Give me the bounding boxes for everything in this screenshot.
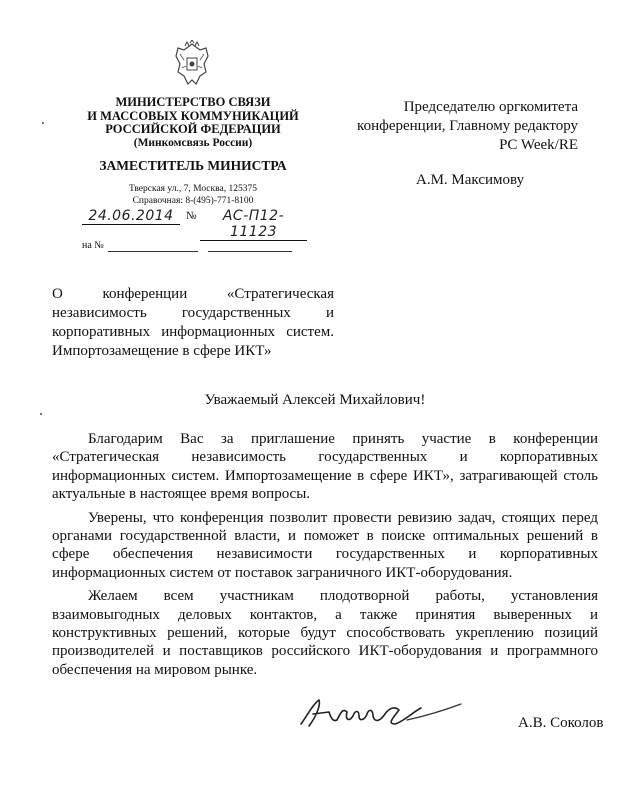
ministry-phone: Справочная: 8-(495)-771-8100 [132,196,254,206]
recipient-line: PC Week/RE [499,137,578,153]
address-block [68,183,318,207]
ministry-line: МИНИСТЕРСТВО СВЯЗИ [115,95,271,109]
reply-blank-line [208,251,292,252]
handwritten-signature-icon [295,690,465,738]
recipient-name: А.М. Максимову [416,172,525,188]
ministry-line: РОССИЙСКОЙ ФЕДЕРАЦИИ [105,122,281,136]
scan-mark [40,413,42,415]
reply-label: на № [82,240,104,251]
registration-line [82,208,307,240]
reply-blank-line [108,251,198,252]
ministry-line: И МАССОВЫХ КОММУНИКАЦИЙ [87,108,299,123]
recipient-line: конференции, Главному редактору [357,118,578,134]
reply-reference-line [82,240,292,254]
body-paragraph: Желаем всем участникам плодотворной работы, установления взаимовыгодных деловых контактов, а также принятия выверенных и конструктивных решений, которые будут способствовать укреплению позиций производителей и поставщиков российского ИКТ-оборудования и программного обеспечения на мировом рынке. [52,588,598,678]
body-paragraph: Благодарим Вас за приглашение принять участие в конференции «Стратегическая независимость государственных и корпоративных информационных систем. Импортозамещение в сфере ИКТ», затрагивающей столь актуальные в настоящее время вопросы. [52,431,598,503]
number-label: № [186,210,197,222]
scan-mark [42,122,44,124]
subject-text: О конференции «Стратегическая независимость государственных и корпоративных информационных систем. Импортозамещение в сфере ИКТ» [52,286,334,359]
ministry-address: Тверская ул., 7, Москва, 125375 [129,184,257,194]
letter-subject [52,285,334,361]
body-paragraph: Уверены, что конференция позволит провести ревизию задач, стоящих перед органами государственной власти, и поможет в поиске оптимальных решений в сфере обеспечения независимости государственных и корпоративных информационных систем от поставок заграничного ИКТ-оборудования. [52,509,598,581]
coat-of-arms-icon [170,40,214,88]
outgoing-number: АС-П12-11123 [200,208,307,241]
recipient-line: Председателю оргкомитета [403,99,578,115]
greeting: Уважаемый Алексей Михайлович! [204,392,426,408]
ministry-name-block [68,96,318,150]
signer-name: А.В. Соколов [518,715,604,731]
ministry-short-name: (Минкомсвязь России) [133,136,253,149]
letter-body [52,430,598,684]
position-title: ЗАМЕСТИТЕЛЬ МИНИСТРА [99,158,287,173]
outgoing-date: 24.06.2014 [82,208,180,225]
recipient-block [338,98,578,155]
